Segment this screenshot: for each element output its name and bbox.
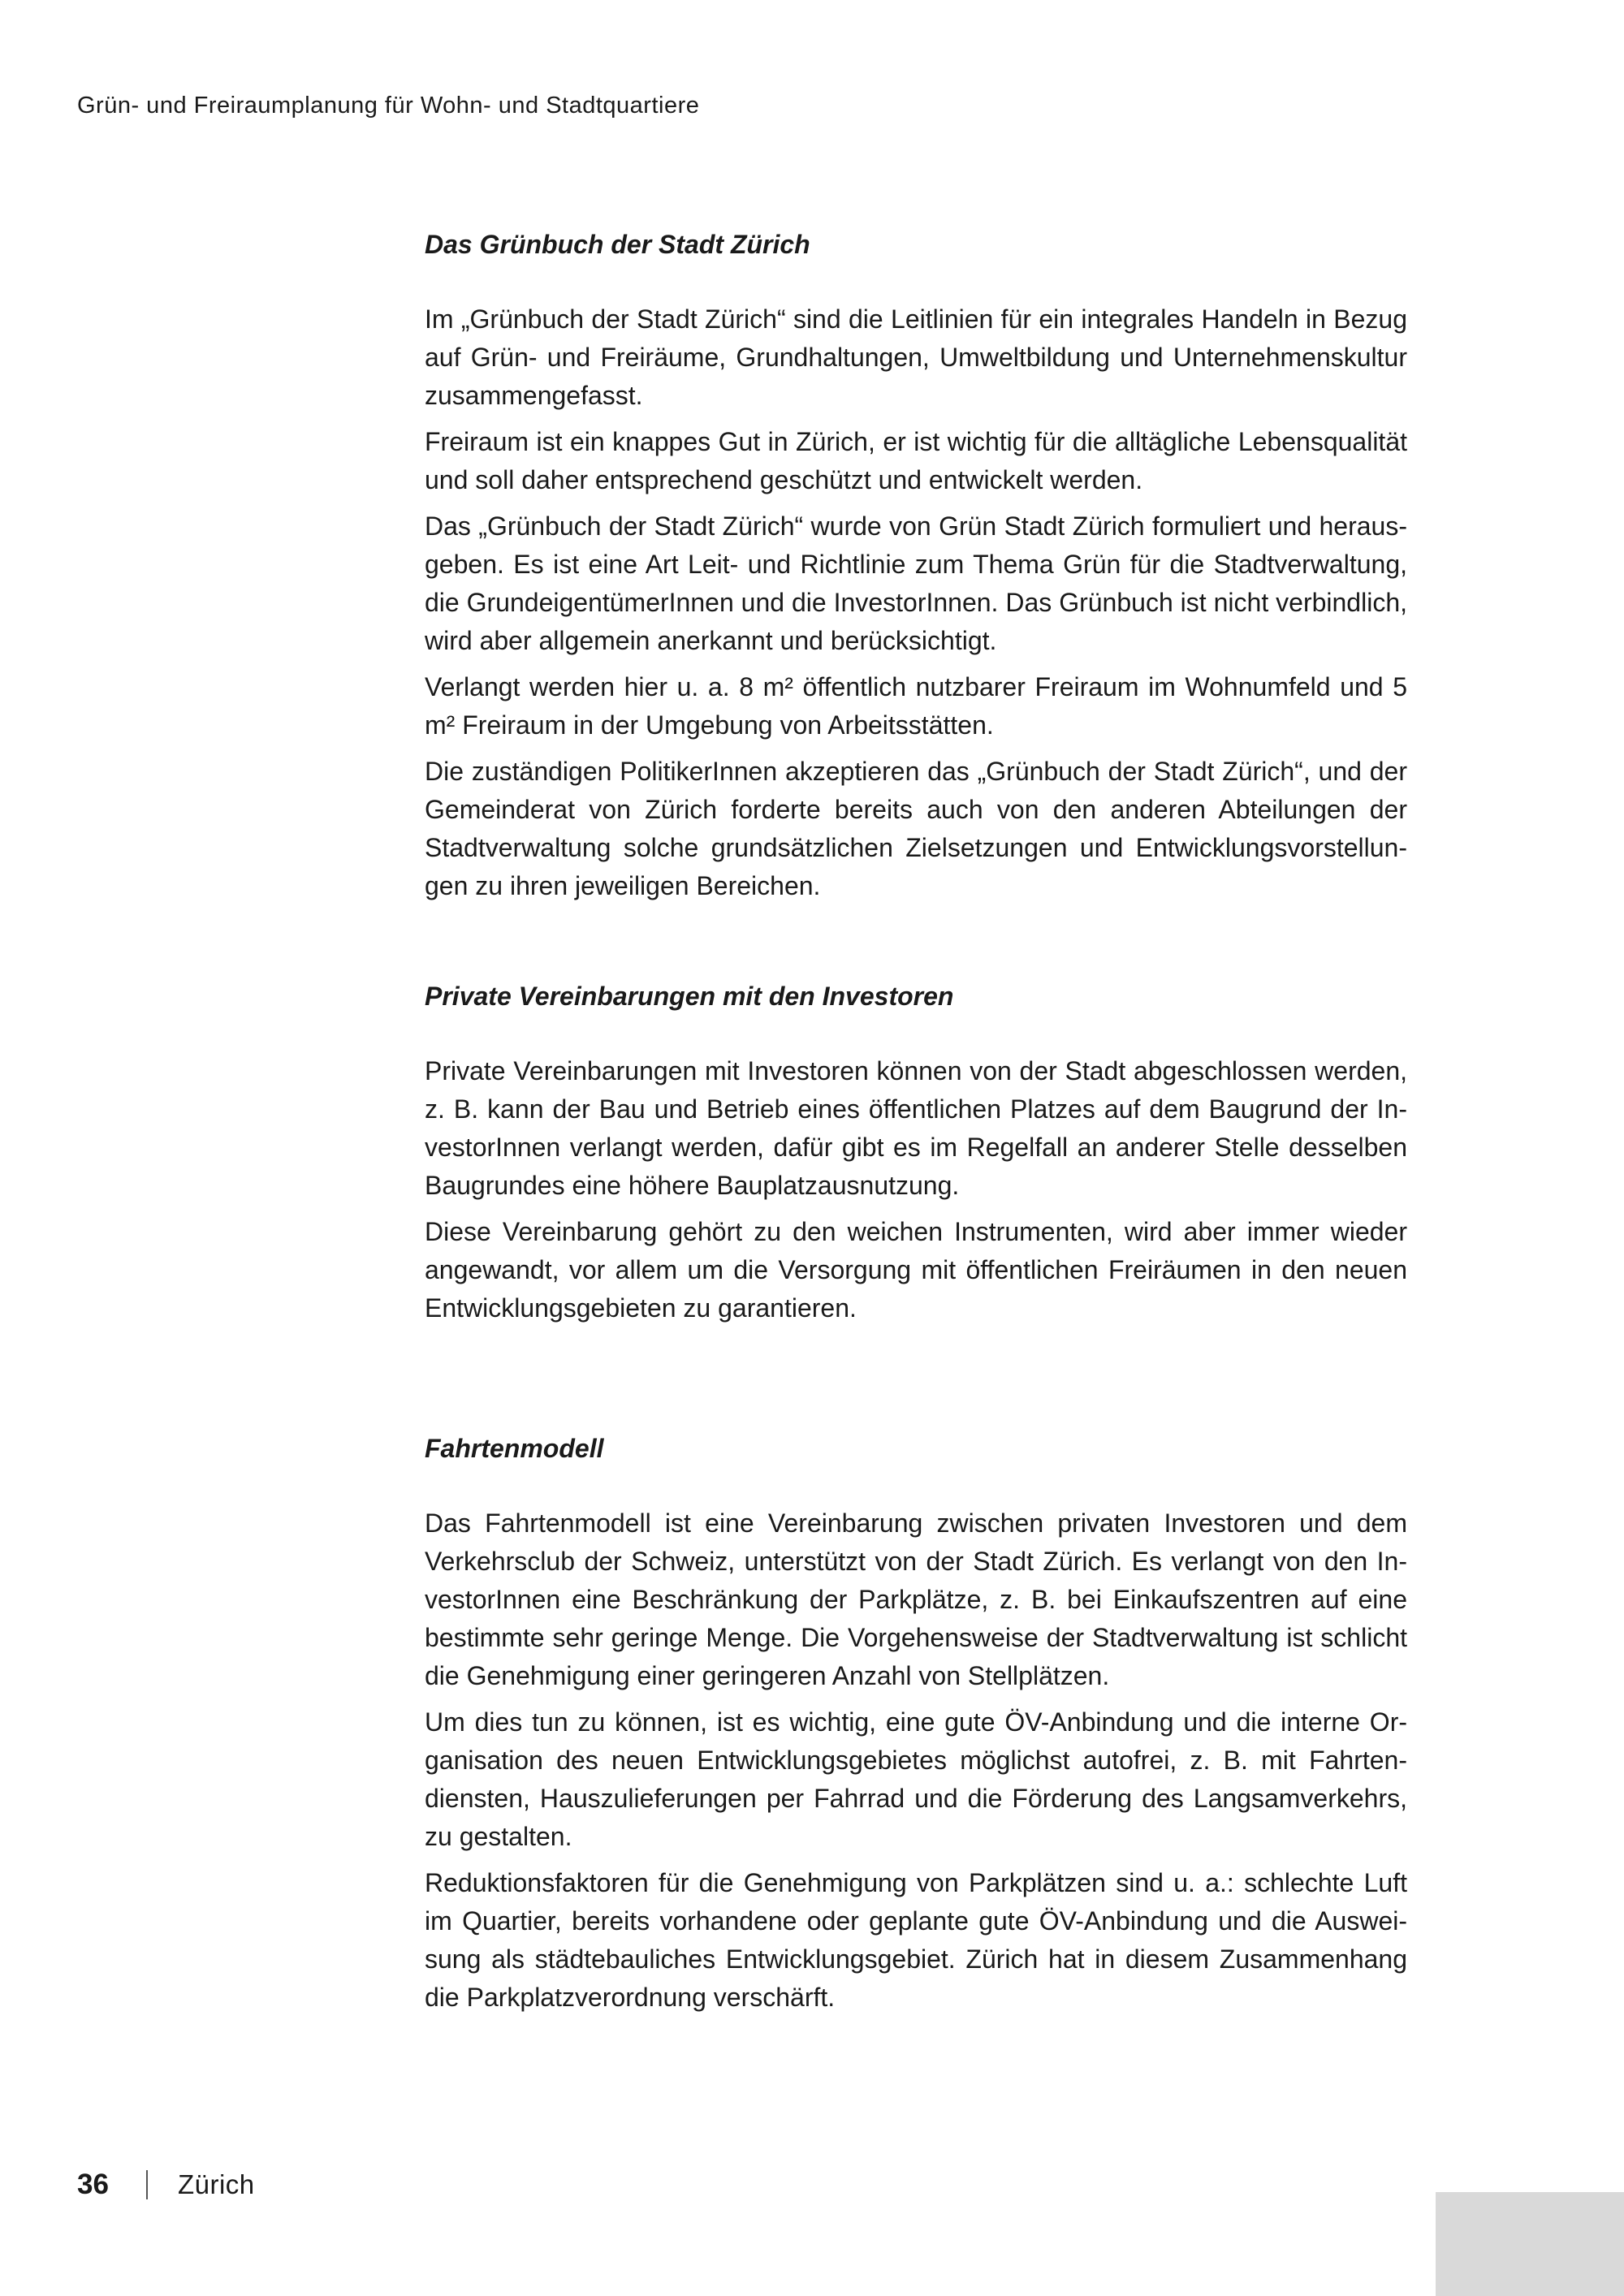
paragraph: Verlangt werden hier u. a. 8 m² öffentlich nutzbarer Freiraum im Wohnumfeld und 5 m² Freiraum in der Umgebung von Arbeitsstätten. — [425, 672, 1407, 740]
section-private-vereinbarungen — [425, 974, 1407, 1327]
main-content — [425, 222, 1407, 2025]
section-title: Fahrtenmodell — [425, 1434, 604, 1463]
section-title: Das Grünbuch der Stadt Zürich — [425, 230, 810, 259]
section-fahrtenmodell — [425, 1426, 1407, 2017]
section-gruenbuch — [425, 222, 1407, 905]
paragraph: Das Fahrtenmodell ist eine Vereinbarung zwischen privaten Investoren und dem Verkehrsclub der Schweiz, unterstützt von der Stadt Zürich. Es verlangt von den InvestorInnen eine Beschränkung der Parkplätze, z. B. bei Einkaufszentren auf eine bestimmte sehr geringe Menge. Die Vorgehensweise der Stadtverwaltung ist schlicht die Genehmigung einer geringeren Anzahl von Stellplätzen. — [425, 1508, 1407, 1690]
running-header: Grün- und Freiraumplanung für Wohn- und Stadtquartiere — [77, 93, 700, 119]
paragraph: Reduktionsfaktoren für die Genehmigung von Parkplätzen sind u. a.: schlechte Luft im Quartier, bereits vorhandene oder geplante gute ÖV-Anbindung und die Ausweisung als städtebauliches Entwicklungsgebiet. Zürich hat in diesem Zusammenhang die Parkplatzverordnung verschärft. — [425, 1868, 1407, 2012]
corner-tab-block — [1436, 2192, 1624, 2296]
paragraph: Im „Grünbuch der Stadt Zürich“ sind die Leitlinien für ein integrales Handeln in Bezug auf Grün- und Freiräume, Grundhaltungen, Umweltbildung und Unternehmenskultur zusammengefasst. — [425, 304, 1407, 410]
footer-divider — [146, 2170, 148, 2199]
paragraph: Private Vereinbarungen mit Investoren können von der Stadt abgeschlossen werden, z. B. kann der Bau und Betrieb eines öffentlichen Platzes auf dem Baugrund der InvestorInnen verlangt werden, dafür gibt es im Regelfall an anderer Stelle desselben Baugrundes eine höhere Bauplatzausnutzung. — [425, 1056, 1407, 1200]
page-number: 36 — [77, 2169, 109, 2200]
paragraph: Diese Vereinbarung gehört zu den weichen Instrumenten, wird aber immer wieder angewandt, vor allem um die Versorgung mit öffentlichen Freiräumen in den neuen Entwicklungsgebieten zu garantieren. — [425, 1217, 1407, 1323]
paragraph: Freiraum ist ein knappes Gut in Zürich, er ist wichtig für die alltägliche Lebensqualität und soll daher entsprechend geschützt und entwickelt werden. — [425, 427, 1407, 494]
paragraph: Die zuständigen PolitikerInnen akzeptieren das „Grünbuch der Stadt Zürich“, und der Gemeinderat von Zürich forderte bereits auch von den anderen Abteilungen der Stadtverwaltung solche grundsätzlichen Zielsetzungen und Entwicklungsvorstellungen zu ihren jeweiligen Bereichen. — [425, 757, 1407, 900]
section-title: Private Vereinbarungen mit den Investoren — [425, 982, 954, 1011]
paragraph: Das „Grünbuch der Stadt Zürich“ wurde von Grün Stadt Zürich formuliert und herausgeben. Es ist eine Art Leit- und Richtlinie zum Thema Grün für die Stadtverwaltung, die GrundeigentümerInnen und die InvestorInnen. Das Grünbuch ist nicht verbindlich, wird aber allgemein anerkannt und berücksichtigt. — [425, 511, 1407, 655]
page-footer — [77, 2164, 255, 2205]
paragraph: Um dies tun zu können, ist es wichtig, eine gute ÖV-Anbindung und die interne Organisation des neuen Entwicklungsgebietes möglichst autofrei, z. B. mit Fahrtendiensten, Hauszulieferungen per Fahrrad und die Förderung des Langsamverkehrs, zu gestalten. — [425, 1707, 1407, 1851]
footer-section-label: Zürich — [177, 2169, 255, 2199]
